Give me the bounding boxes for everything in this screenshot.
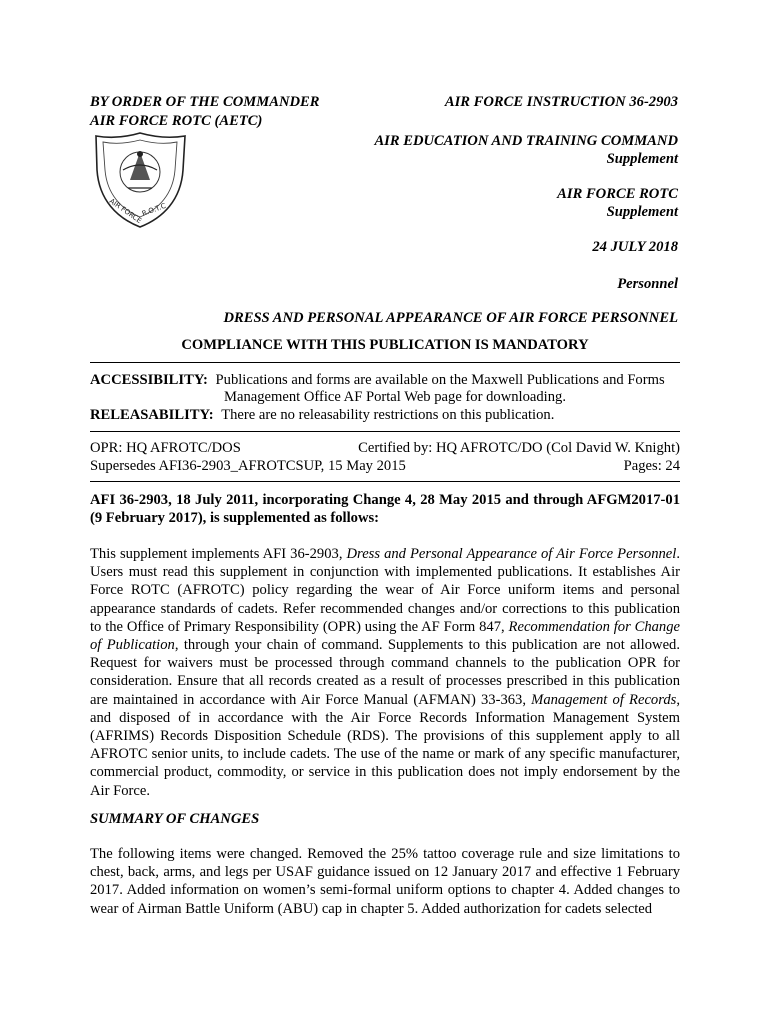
afrotc-seal-icon (93, 130, 188, 230)
para-text: , and disposed of in accordance with the Air Force Records Information Management System (AFRIMS) Records Disposition Schedule (RDS). The provisions of this supplement apply to all AFROTC senior units, to include cadets. The use of the name or mark of any specific manufacturer, commercial product, commodity, or service in this publication does not imply endorsement by the Air Force. (90, 691, 680, 799)
rotc-supplement: Supplement (606, 204, 678, 220)
rotc-name: AIR FORCE ROTC (557, 186, 678, 202)
seal-text-left: AIR FORCE (107, 197, 144, 226)
certified-by: Certified by: HQ AFROTC/DO (Col David W. Knight) (358, 440, 680, 456)
para-italic-records: Management of Records (531, 691, 677, 708)
supplement-paragraph (90, 545, 680, 800)
publication-date: 24 JULY 2018 (592, 239, 678, 255)
compliance-statement: COMPLIANCE WITH THIS PUBLICATION IS MANDATORY (181, 337, 589, 353)
para-text: , through your chain of command. Supplements to this publication are not allowed. Request for waivers must be processed through command channels to the publication OPR for consideration. Ensure that all records created as a result of processes prescribed in this publication are maintained in accordance with Air Force Manual (AFMAN) 33-363, (90, 637, 680, 708)
accessibility-row (90, 371, 680, 389)
para-italic-title: Dress and Personal Appearance of Air Force Personnel (346, 546, 677, 562)
releasability-text: There are no releasability restrictions on this publication. (221, 407, 555, 423)
page-count: Pages: 24 (623, 458, 680, 474)
supersedes-row (90, 457, 680, 475)
opr-row (90, 439, 680, 457)
accessibility-text-1: Publications and forms are available on the Maxwell Publications and Forms (215, 372, 665, 388)
summary-paragraph: The following items were changed. Removed the 25% tattoo coverage rule and size limitations to chest, back, arms, and legs per USAF guidance issued on 12 January 2017 and effective 1 February 2017. Added information on women’s semi-formal uniform options to chapter 4. Added changes to wear of Airman Battle Uniform (ABU) cap in chapter 5. Added authorization for cadets selected (90, 846, 680, 917)
para-text: This supplement implements AFI 36-2903, (90, 546, 347, 562)
afrotc-seal (93, 130, 188, 230)
para-italic-form: Recommendation for Change of Publication (90, 618, 681, 654)
accessibility-text-2: Management Office AF Portal Web page for downloading. (224, 389, 566, 405)
releasability-label: RELEASABILITY: (90, 407, 214, 423)
accessibility-label: ACCESSIBILITY: (90, 372, 208, 388)
issuer-line-1: BY ORDER OF THE COMMANDER (90, 94, 320, 110)
releasability-row (90, 406, 680, 424)
instruction-number: AIR FORCE INSTRUCTION 36-2903 (444, 94, 678, 110)
summary-heading: SUMMARY OF CHANGES (90, 811, 260, 827)
publication-title: DRESS AND PERSONAL APPEARANCE OF AIR FORCE PERSONNEL (223, 310, 678, 326)
para-text: . Users must read this supplement in conjunction with implemented publications. It establishes Air Force ROTC (AFROTC) policy regarding the wear of Air Force uniform items and personal appearance standards of cadets. Refer recommended changes and/or corrections to this publication to the Office of Primary Responsibility (OPR) using the AF Form 847, (90, 546, 680, 635)
divider (90, 481, 680, 482)
command-name: AIR EDUCATION AND TRAINING COMMAND (374, 133, 678, 149)
issuer-line-2: AIR FORCE ROTC (AETC) (90, 113, 263, 129)
opr-text: OPR: HQ AFROTC/DOS (90, 440, 241, 456)
divider (90, 362, 680, 363)
seal-text-right: R.O.T.C (140, 201, 168, 218)
command-supplement: Supplement (606, 151, 678, 167)
supplement-intro: AFI 36-2903, 18 July 2011, incorporating Change 4, 28 May 2015 and through AFGM2017-01 (9 February 2017), is supplemented as follows: (90, 492, 680, 527)
divider (90, 431, 680, 432)
publication-category: Personnel (617, 276, 678, 292)
supersedes-text: Supersedes AFI36-2903_AFROTCSUP, 15 May 2015 (90, 458, 406, 474)
